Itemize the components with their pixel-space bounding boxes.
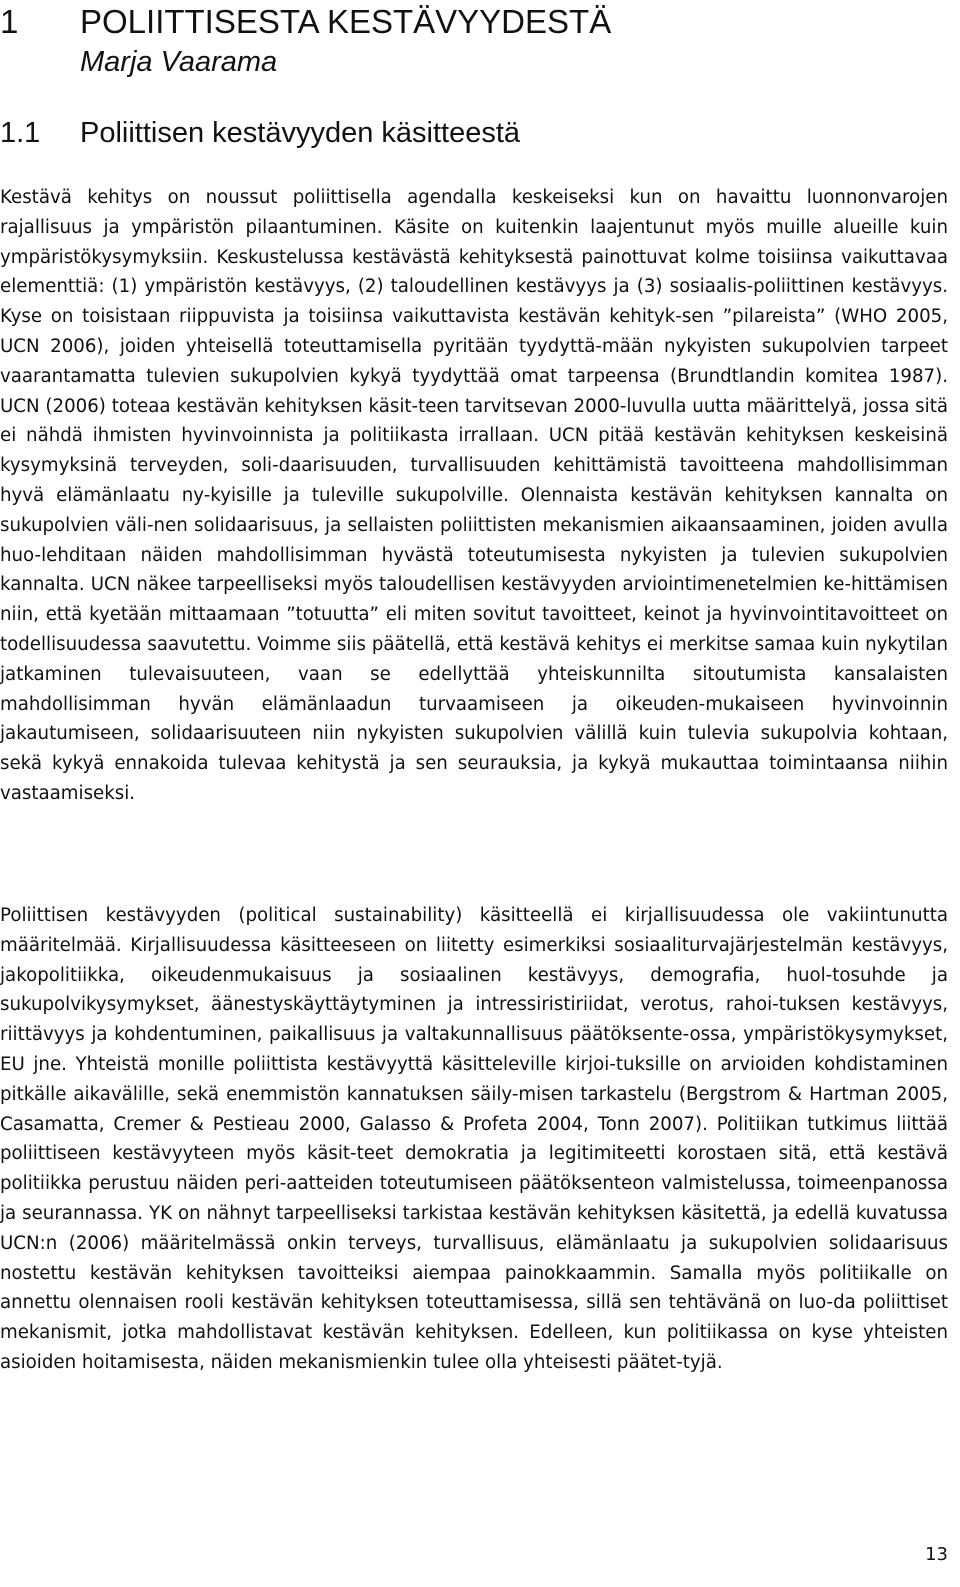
chapter-number: 1 — [0, 3, 19, 40]
section-title: Poliittisen kestävyyden käsitteestä — [80, 117, 521, 149]
body-paragraph: Kestävä kehitys on noussut poliittisella agendalla keskeiseksi kun on havaittu luonnonvarojen rajallisuus ja ympäristön pilaantuminen. Käsite on kuitenkin laajentunut myös muille alueille kuin ympäristökysymyksiin. Keskustelussa kestävästä kehityksestä painottuvat kolme toisiinsa vaikuttavaa elementtiä: (1) ympäristön kestävyys, (2) taloudellinen kestävyys ja (3) sosiaalis-poliittinen kestävyys. Kyse on toisistaan riippuvista ja toisiinsa vaikuttavista kestävän kehityk-sen ”pilareista” (WHO 2005, UCN 2006), joiden yhteisellä toteuttamisella pyritään tyydyttä-mään nykyisten sukupolvien tarpeet vaarantamatta tulevien sukupolvien kykyä tyydyttää omat tarpeensa (Brundtlandin komitea 1987). UCN (2006) toteaa kestävän kehityksen käsit-teen tarvitsevan 2000-luvulla uutta määrittelyä, jossa sitä ei nähdä ihmisten hyvinvoinnista ja politiikasta irrallaan. UCN pitää kestävän kehityksen keskeisinä kysymyksinä terveyden, soli-daarisuuden, turvallisuuden kehittämistä tavoitteena mahdollisimman hyvä elämänlaatu ny-kyisille ja tuleville sukupolville. Olennaista kestävän kehityksen kannalta on sukupolvien väli-nen solidaarisuus, ja sellaisten poliittisten mekanismien aikaansaaminen, joiden avulla huo-lehditaan näiden mahdollisimman hyvästä toteutumisesta nykyisten ja tulevien sukupolvien kannalta. UCN näkee tarpeelliseksi myös taloudellisen kestävyyden arviointimenetelmien ke-hittämisen niin, että kyetään mittaamaan ”totuutta” eli miten sovitut tavoitteet, keinot ja hyvinvointitavoitteet on todellisuudessa saavutettu. Voimme siis päätellä, että kestävä kehitys ei merkitse samaa kuin nykytilan jatkaminen tulevaisuuteen, vaan se edellyttää yhteiskunnilta sitoutumista kansalaisten mahdollisimman hyvän elämänlaadun turvaamiseen ja oikeuden-mukaiseen hyvinvoinnin jakautumiseen, solidaarisuuteen niin nykyisten sukupolvien välillä kuin tulevia sukupolvia kohtaan, sekä kykyä ennakoida tulevaa kehitystä ja sen seurauksia, ja kykyä mukauttaa toimintaansa niihin vastaamiseksi. — [0, 187, 948, 804]
chapter-heading — [0, 2, 940, 42]
page-number: 13 — [925, 1544, 948, 1565]
body-paragraph: Poliittisen kestävyyden (political sustainability) käsitteellä ei kirjallisuudessa ole vakiintunutta määritelmää. Kirjallisuudessa käsitteeseen on liitetty esimerkiksi sosiaaliturvajärjestelmän kestävyys, jakopolitiikka, oikeudenmukaisuus ja sosiaalinen kestävyys, demografia, huol-tosuhde ja sukupolvikysymykset, äänestyskäyttäytyminen ja intressiristiriidat, verotus, rahoi-tuksen kestävyys, riittävyys ja kohdentuminen, paikallisuus ja valtakunnallisuus päätöksente-ossa, ympäristökysymykset, EU jne. Yhteistä monille poliittista kestävyyttä käsitteleville kirjoi-tuksille on arvioiden kohdistaminen pitkälle aikavälille, sekä enemmistön kannatuksen säily-misen tarkastelu (Bergstrom & Hartman 2005, Casamatta, Cremer & Pestieau 2000, Galasso & Profeta 2004, Tonn 2007). Politiikan tutkimus liittää poliittiseen kestävyyteen myös käsit-teet demokratia ja legitimiteetti korostaen sitä, että kestävä politiikka perustuu näiden peri-aatteiden toteutumiseen päätöksenteon valmistelussa, toimeenpanossa ja seurannassa. YK on nähnyt tarpeelliseksi tarkistaa kestävän kehityksen käsitettä, ja edellä kuvatussa UCN:n (2006) määritelmässä onkin terveys, turvallisuus, elämänlaatu ja sukupolvien solidaarisuus nostettu kestävän kehityksen tavoitteiksi aiempaa painokkaammin. Samalla myös politiikalle on annettu olennaisen rooli kestävän kehityksen toteuttamisessa, sillä sen tehtävänä on luo-da poliittiset mekanismit, jotka mahdollistavat kestävän kehityksen. Edelleen, kun politiikassa on kyse yhteisten asioiden hoitamisesta, näiden mekanismienkin tulee olla yhteisesti päätet-tyjä. — [0, 905, 948, 1373]
section-number: 1.1 — [0, 117, 41, 149]
chapter-author: Marja Vaarama — [80, 46, 278, 78]
chapter-title: POLIITTISESTA KESTÄVYYDESTÄ — [80, 3, 612, 40]
section-heading — [0, 112, 520, 154]
